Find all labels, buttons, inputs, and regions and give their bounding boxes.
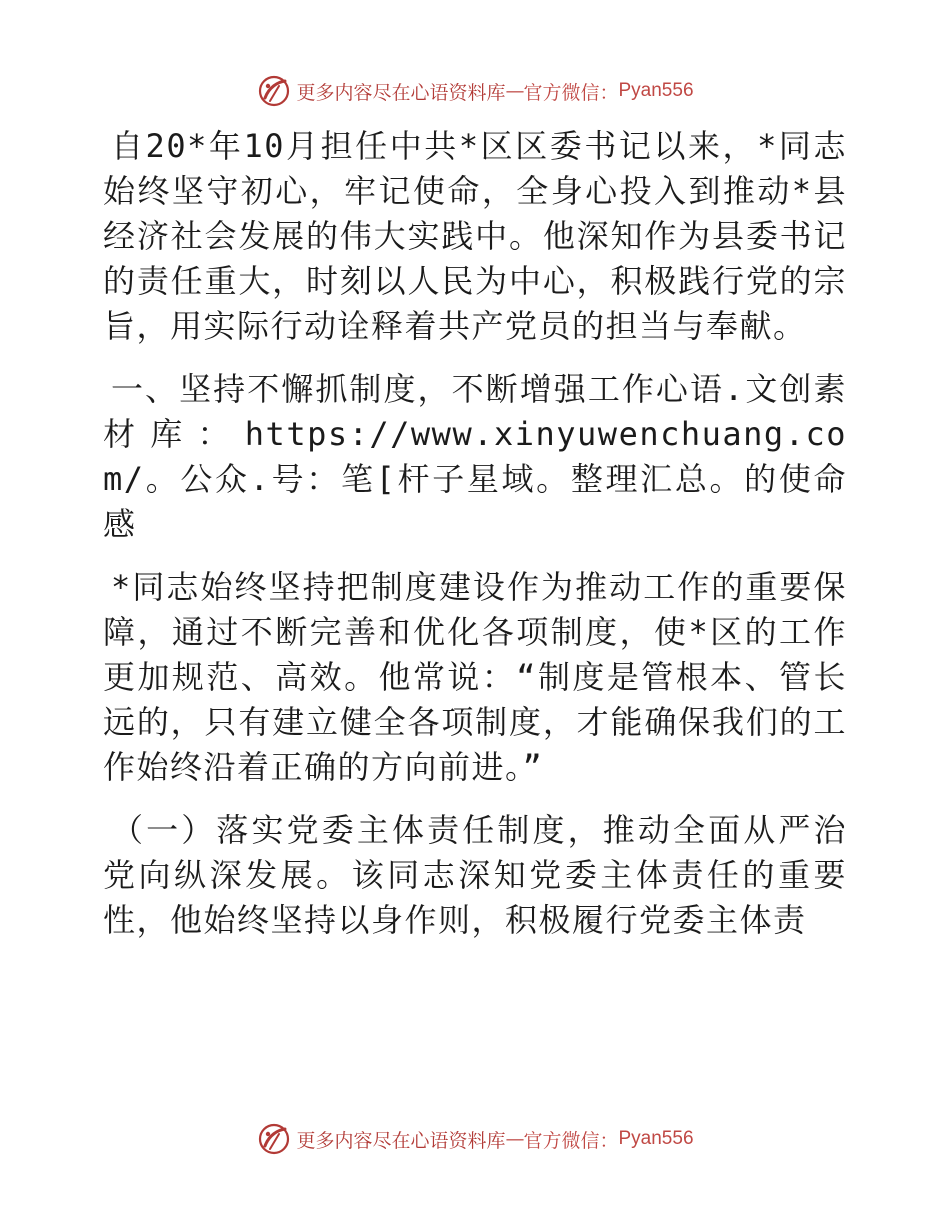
paragraph-subsection-one: （一）落实党委主体责任制度，推动全面从严治党向纵深发展。该同志深知党委主体责任的重要性，他始终坚持以身作则，积极履行党委主体责 — [103, 811, 847, 939]
banner-dash: — — [505, 80, 524, 102]
footer-watermark-banner — [0, 1119, 950, 1159]
paragraph-system-building: *同志始终坚持把制度建设作为推动工作的重要保障，通过不断完善和优化各项制度，使*区的工作更加规范、高效。他常说：“制度是管根本、管长远的，只有建立健全各项制度，才能确保我们的工作始终沿着正确的方向前进。” — [103, 568, 847, 786]
banner-wechat-id: Pyan556 — [618, 80, 694, 101]
banner-wechat-label: 官方微信： — [523, 1129, 619, 1152]
banner-wechat-id: Pyan556 — [618, 1128, 694, 1149]
paragraph-intro: 自20*年10月担任中共*区区委书记以来，*同志始终坚守初心，牢记使命，全身心投入到推动*县经济社会发展的伟大实践中。他深知作为县委书记的责任重大，时刻以人民为中心，积极践行党的宗旨，用实际行动诠释着共产党员的担当与奉献。 — [103, 127, 847, 345]
banner-site-name: 更多内容尽在心语资料库 — [296, 1129, 506, 1152]
document-body — [0, 124, 950, 943]
banner-wechat-label: 官方微信： — [523, 81, 619, 104]
header-watermark-banner — [0, 71, 950, 111]
paragraph-section-heading: 一、坚持不懈抓制度，不断增强工作心语.文创素材库：https://www.xinyuwenchuang.com/。公众.号：笔[杆子星域。整理汇总。的使命感 — [103, 370, 847, 543]
banner-site-name: 更多内容尽在心语资料库 — [296, 81, 506, 104]
banner-dash: — — [505, 1128, 524, 1150]
brand-logo-icon — [256, 1121, 292, 1157]
brand-logo-icon — [256, 73, 292, 109]
